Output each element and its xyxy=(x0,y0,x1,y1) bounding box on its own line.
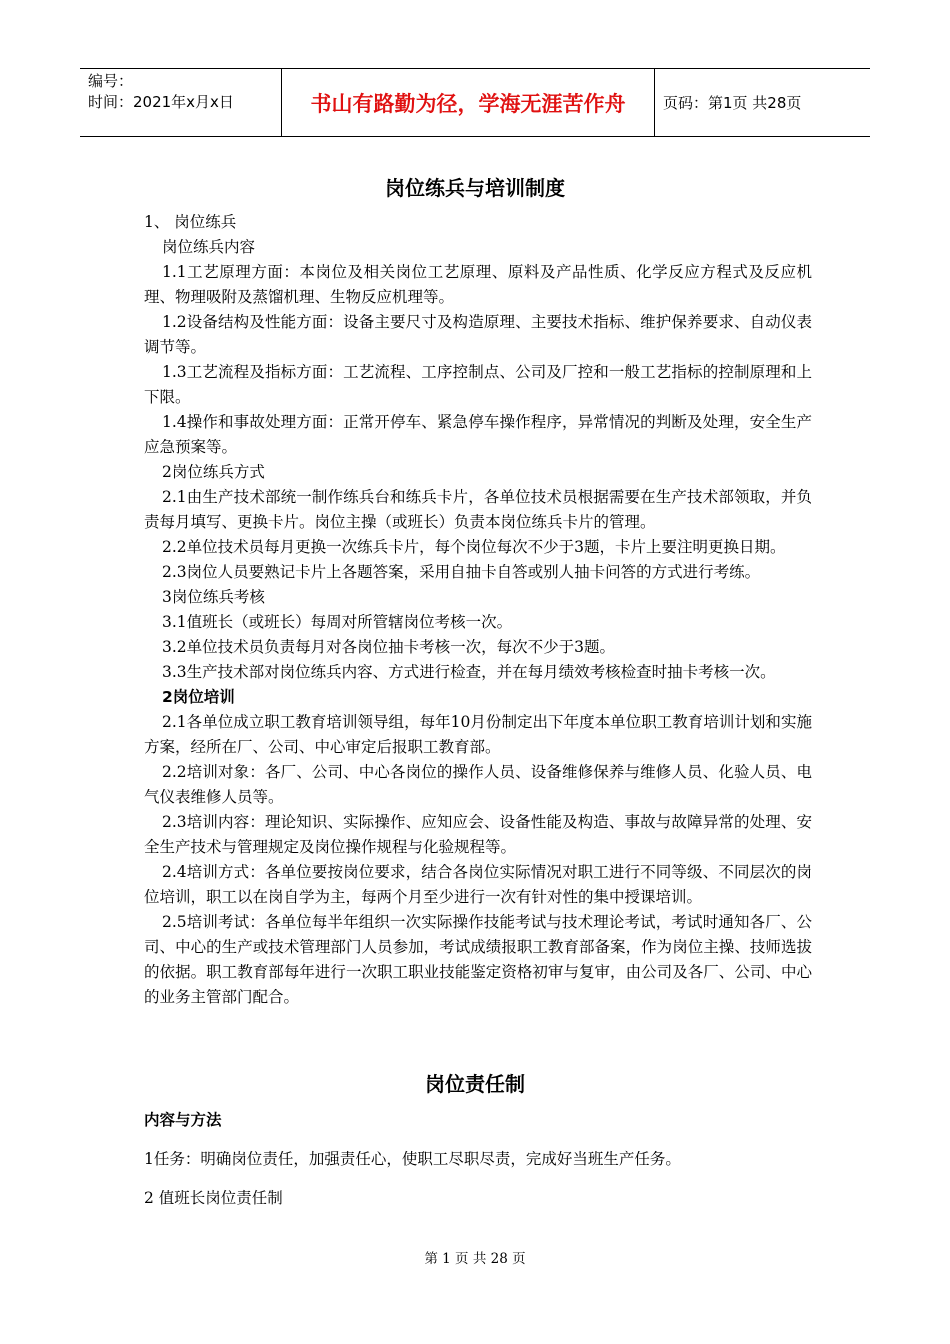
paragraph: 1.3工艺流程及指标方面：工艺流程、工序控制点、公司及厂控和一般工艺指标的控制原理和上下限。 xyxy=(144,363,812,406)
subsection-heading: 岗位练兵内容 xyxy=(162,238,256,256)
paragraph: 3.2单位技术员负责每月对各岗位抽卡考核一次，每次不少于3题。 xyxy=(162,638,616,656)
header-page-info: 页码：第1页 共28页 xyxy=(663,94,802,112)
header-motto-cell xyxy=(281,69,655,136)
section-heading-bold: 2岗位培训 xyxy=(162,688,235,706)
paragraph: 2.4培训方式：各单位要按岗位要求，结合各岗位实际情况对职工进行不同等级、不同层次的岗位培训，职工以在岗自学为主，每两个月至少进行一次有针对性的集中授课培训。 xyxy=(144,863,812,906)
paragraph: 2.2培训对象：各厂、公司、中心各岗位的操作人员、设备维修保养与维修人员、化验人员、电气仪表维修人员等。 xyxy=(144,763,812,806)
paragraph: 3.3生产技术部对岗位练兵内容、方式进行检查，并在每月绩效考核检查时抽卡考核一次。 xyxy=(162,663,776,681)
paragraph: 2.2单位技术员每月更换一次练兵卡片，每个岗位每次不少于3题，卡片上要注明更换日期。 xyxy=(162,538,786,556)
paragraph: 1.2设备结构及性能方面：设备主要尺寸及构造原理、主要技术指标、维护保养要求、自动仪表调节等。 xyxy=(144,313,812,356)
paragraph: 1.1工艺原理方面：本岗位及相关岗位工艺原理、原料及产品性质、化学反应方程式及反应机理、物理吸附及蒸馏机理、生物反应机理等。 xyxy=(144,263,812,306)
paragraph: 1.4操作和事故处理方面：正常开停车、紧急停车操作程序，异常情况的判断及处理，安全生产应急预案等。 xyxy=(144,413,812,456)
header-page-info-cell xyxy=(655,69,870,136)
paragraph: 2.5培训考试：各单位每半年组织一次实际操作技能考试与技术理论考试，考试时通知各厂、公司、中心的生产或技术管理部门人员参加，考试成绩报职工教育部备案，作为岗位主操、技师选拔的依据。职工教育部每年进行一次职工职业技能鉴定资格初审与复审，由公司及各厂、公司、中心的业务主管部门配合。 xyxy=(144,913,812,1006)
subsection-heading: 3岗位练兵考核 xyxy=(162,588,265,606)
document-time-label: 时间：2021年x月x日 xyxy=(88,93,234,111)
subsection-heading: 2岗位练兵方式 xyxy=(162,463,265,481)
page-footer: 第 1 页 共 28 页 xyxy=(424,1251,526,1267)
document-body xyxy=(144,210,812,1010)
section-title: 岗位责任制 xyxy=(425,1072,525,1096)
section-heading: 1、 岗位练兵 xyxy=(144,213,237,231)
header-left-cell xyxy=(80,69,281,136)
subsection-heading-bold: 内容与方法 xyxy=(144,1111,222,1129)
paragraph: 2.3岗位人员要熟记卡片上各题答案，采用自抽卡自答或别人抽卡问答的方式进行考练。 xyxy=(162,563,761,581)
paragraph: 2 值班长岗位责任制 xyxy=(144,1189,283,1207)
header-table xyxy=(80,68,870,137)
document-number-label: 编号： xyxy=(88,72,134,90)
paragraph: 2.1各单位成立职工教育培训领导组，每年10月份制定出下年度本单位职工教育培训计划和实施方案，经所在厂、公司、中心审定后报职工教育部。 xyxy=(144,713,812,756)
document-title: 岗位练兵与培训制度 xyxy=(385,176,565,200)
header-motto: 书山有路勤为径，学海无涯苦作舟 xyxy=(310,91,626,116)
paragraph: 3.1值班长（或班长）每周对所管辖岗位考核一次。 xyxy=(162,613,513,631)
paragraph: 2.1由生产技术部统一制作练兵台和练兵卡片，各单位技术员根据需要在生产技术部领取，并负责每月填写、更换卡片。岗位主操（或班长）负责本岗位练兵卡片的管理。 xyxy=(144,488,812,531)
responsibility-section xyxy=(144,1108,812,1208)
paragraph: 2.3培训内容：理论知识、实际操作、应知应会、设备性能及构造、事故与故障异常的处理、安全生产技术与管理规定及岗位操作规程与化验规程等。 xyxy=(144,813,812,856)
paragraph: 1任务：明确岗位责任，加强责任心，使职工尽职尽责，完成好当班生产任务。 xyxy=(144,1150,681,1168)
